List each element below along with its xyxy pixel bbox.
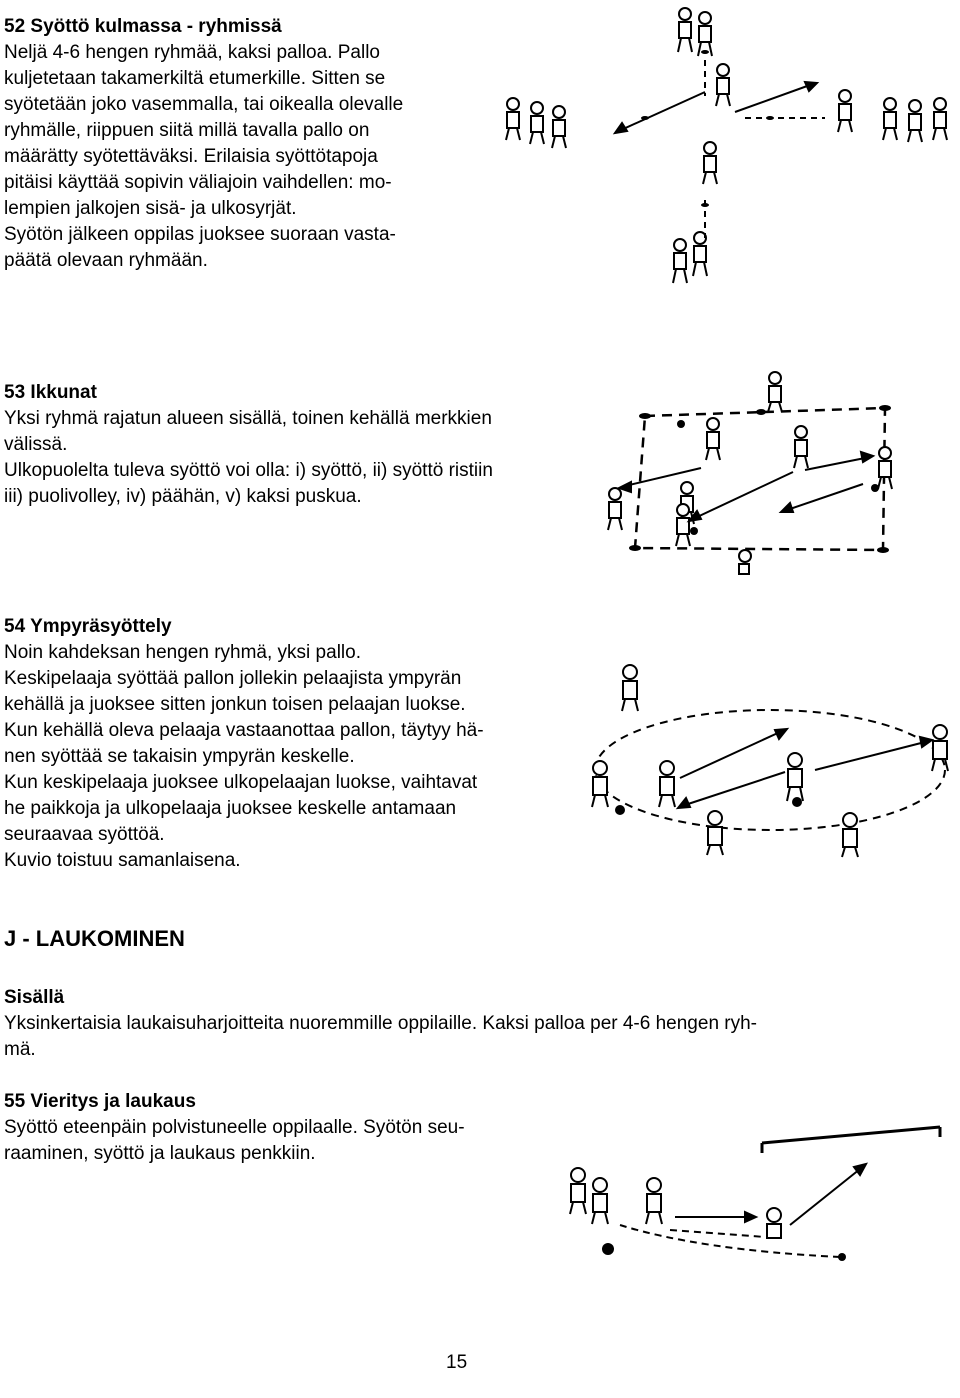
- text-line: raaminen, syöttö ja laukaus penkkiin.: [4, 1143, 316, 1164]
- text-line: välissä.: [4, 434, 68, 455]
- text-line: Kuvio toistuu samanlaisena.: [4, 850, 241, 871]
- section-j-body: [4, 985, 757, 1063]
- text-line: kehällä ja juoksee sitten jonkun toisen pelaajan luokse.: [4, 694, 466, 715]
- text-line: nen syöttää se takaisin ympyrän keskelle.: [4, 746, 355, 767]
- player-group-right: [838, 90, 947, 142]
- section-j-title: J - LAUKOMINEN: [4, 926, 185, 951]
- text-line: päätä olevaan ryhmään.: [4, 250, 208, 271]
- section-j: [4, 925, 185, 953]
- player-group-left: [506, 98, 566, 148]
- text-line: Yksinkertaisia laukaisuharjoitteita nuoremmille oppilaille. Kaksi palloa per 4-6 hengen ryh-: [4, 1013, 758, 1034]
- text-line: määrätty syötettäväksi. Erilaisia syöttötapoja: [4, 146, 378, 167]
- section-52-title: 52 Syöttö kulmassa - ryhmissä: [4, 16, 282, 37]
- text-line: Ulkopuolelta tuleva syöttö voi olla: i) syöttö, ii) syöttö ristiin: [4, 460, 493, 481]
- text-line: Neljä 4-6 hengen ryhmää, kaksi palloa. Pallo: [4, 42, 380, 63]
- text-line: seuraavaa syöttöä.: [4, 824, 165, 845]
- text-line: Keskipelaaja syöttää pallon jollekin pelaajista ympyrän: [4, 668, 462, 689]
- roll-and-shot-diagram: [550, 1125, 950, 1275]
- text-line: Yksi ryhmä rajatun alueen sisällä, toinen kehällä merkkien: [4, 408, 492, 429]
- player-group-bottom: [673, 142, 717, 283]
- text-line: Syöttö eteenpäin polvistuneelle oppilaalle. Syötön seu-: [4, 1117, 465, 1138]
- section-55-title: 55 Vieritys ja laukaus: [4, 1091, 196, 1112]
- section-53-title: 53 Ikkunat: [4, 382, 97, 403]
- section-j-subtitle: Sisällä: [4, 987, 65, 1008]
- page-number: 15: [446, 1352, 468, 1373]
- text-line: Kun keskipelaaja juoksee ulkopelaajan luokse, vaihtavat: [4, 772, 478, 793]
- section-52: [4, 14, 403, 274]
- text-line: iii) puolivolley, iv) päähän, v) kaksi puskua.: [4, 486, 362, 507]
- text-line: Kun kehällä oleva pelaaja vastaanottaa pallon, täytyy hä-: [4, 720, 484, 741]
- text-line: kuljetetaan takamerkiltä etumerkille. Sitten se: [4, 68, 386, 89]
- section-54: [4, 614, 484, 874]
- text-line: ryhmälle, riippuen siitä millä tavalla pallo on: [4, 120, 370, 141]
- text-line: he paikkoja ja ulkopelaaja juoksee keskelle antamaan: [4, 798, 457, 819]
- section-55: [4, 1089, 465, 1167]
- corner-passing-diagram: [495, 0, 960, 310]
- windows-drill-diagram: [595, 368, 900, 583]
- section-53: [4, 380, 493, 510]
- circle-passing-diagram: [585, 660, 960, 860]
- text-line: Noin kahdeksan hengen ryhmä, yksi pallo.: [4, 642, 361, 663]
- text-line: lempien jalkojen sisä- ja ulkosyrjät.: [4, 198, 297, 219]
- text-line: mä.: [4, 1039, 36, 1060]
- text-line: syötetään joko vasemmalla, tai oikealla olevalle: [4, 94, 404, 115]
- section-54-title: 54 Ympyräsyöttely: [4, 616, 172, 637]
- text-line: pitäisi käyttää sopivin väliajoin vaihdellen: mo-: [4, 172, 392, 193]
- player-group-top: [678, 8, 730, 106]
- text-line: Syötön jälkeen oppilas juoksee suoraan vasta-: [4, 224, 396, 245]
